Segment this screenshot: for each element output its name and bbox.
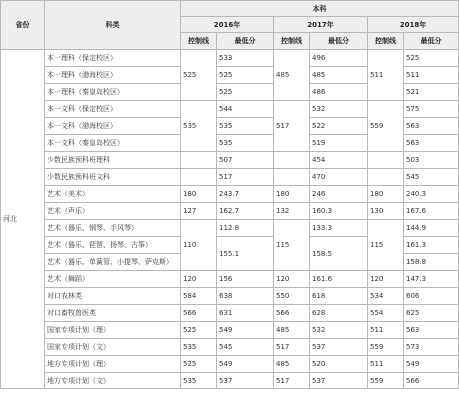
header-year-2017: 2017年 bbox=[274, 17, 368, 33]
province-cell: 河北 bbox=[1, 50, 45, 389]
control-line-cell: 535 bbox=[181, 339, 217, 356]
min-score-cell: 520 bbox=[310, 356, 368, 373]
min-score-cell: 158.5 bbox=[310, 237, 368, 271]
control-line-cell: 115 bbox=[368, 220, 404, 271]
min-score-cell: 155.1 bbox=[217, 237, 274, 271]
min-score-cell: 240.3 bbox=[404, 186, 459, 203]
table-row bbox=[1, 305, 459, 322]
control-line-cell: 525 bbox=[181, 322, 217, 339]
header-control-line: 控制线 bbox=[181, 33, 217, 50]
subject-cell: 本一文科（渤海校区） bbox=[45, 118, 181, 135]
table-row bbox=[1, 203, 459, 220]
min-score-cell: 537 bbox=[310, 339, 368, 356]
header-year-2018: 2018年 bbox=[368, 17, 459, 33]
min-score-cell: 503 bbox=[404, 152, 459, 169]
subject-cell: 少数民族预科班理科 bbox=[45, 152, 181, 169]
subject-cell: 少数民族预科班文科 bbox=[45, 169, 181, 186]
table-row bbox=[1, 373, 459, 389]
min-score-cell: 507 bbox=[217, 152, 274, 169]
control-line-cell: 511 bbox=[368, 322, 404, 339]
min-score-cell: 485 bbox=[310, 67, 368, 84]
control-line-cell: 132 bbox=[274, 203, 310, 220]
control-line-cell: 115 bbox=[274, 220, 310, 271]
min-score-cell: 549 bbox=[217, 322, 274, 339]
min-score-cell: 544 bbox=[217, 101, 274, 118]
subject-cell: 国家专项计划（文） bbox=[45, 339, 181, 356]
control-line-cell: 120 bbox=[274, 271, 310, 288]
min-score-cell: 535 bbox=[217, 135, 274, 152]
subject-cell: 对口畜牧兽医类 bbox=[45, 305, 181, 322]
control-line-cell: 120 bbox=[368, 271, 404, 288]
control-line-cell bbox=[274, 169, 310, 186]
control-line-cell: 180 bbox=[274, 186, 310, 203]
min-score-cell: 517 bbox=[217, 169, 274, 186]
min-score-cell: 496 bbox=[310, 50, 368, 67]
min-score-cell: 545 bbox=[217, 339, 274, 356]
header-control-line: 控制线 bbox=[274, 33, 310, 50]
min-score-cell: 161.6 bbox=[310, 271, 368, 288]
min-score-cell: 628 bbox=[310, 305, 368, 322]
control-line-cell bbox=[368, 169, 404, 186]
control-line-cell: 127 bbox=[181, 203, 217, 220]
control-line-cell: 559 bbox=[368, 339, 404, 356]
min-score-cell: 618 bbox=[310, 288, 368, 305]
control-line-cell bbox=[181, 169, 217, 186]
min-score-cell: 563 bbox=[404, 118, 459, 135]
min-score-cell: 147.3 bbox=[404, 271, 459, 288]
min-score-cell: 563 bbox=[404, 135, 459, 152]
control-line-cell: 517 bbox=[274, 373, 310, 389]
min-score-cell: 521 bbox=[404, 84, 459, 101]
table-row bbox=[1, 50, 459, 67]
min-score-cell: 549 bbox=[404, 356, 459, 373]
min-score-cell: 532 bbox=[310, 322, 368, 339]
min-score-cell: 162.7 bbox=[217, 203, 274, 220]
control-line-cell: 566 bbox=[274, 305, 310, 322]
control-line-cell: 180 bbox=[368, 186, 404, 203]
subject-cell: 地方专项计划（理） bbox=[45, 356, 181, 373]
min-score-cell: 535 bbox=[217, 118, 274, 135]
min-score-cell: 525 bbox=[217, 84, 274, 101]
control-line-cell: 525 bbox=[181, 356, 217, 373]
min-score-cell: 575 bbox=[404, 101, 459, 118]
min-score-cell: 532 bbox=[310, 101, 368, 118]
subject-cell: 艺术（舞蹈） bbox=[45, 271, 181, 288]
control-line-cell: 517 bbox=[274, 101, 310, 152]
min-score-cell: 525 bbox=[404, 50, 459, 67]
control-line-cell: 511 bbox=[368, 356, 404, 373]
min-score-cell: 486 bbox=[310, 84, 368, 101]
min-score-cell: 606 bbox=[404, 288, 459, 305]
subject-cell: 艺术（器乐、钢琴、手风琴） bbox=[45, 220, 181, 237]
control-line-cell: 485 bbox=[274, 356, 310, 373]
min-score-cell: 537 bbox=[217, 373, 274, 389]
header-min-score: 最低分 bbox=[217, 33, 274, 50]
min-score-cell: 522 bbox=[310, 118, 368, 135]
min-score-cell: 625 bbox=[404, 305, 459, 322]
control-line-cell: 550 bbox=[274, 288, 310, 305]
control-line-cell: 584 bbox=[181, 288, 217, 305]
header-level: 本科 bbox=[181, 1, 459, 17]
control-line-cell: 554 bbox=[368, 305, 404, 322]
min-score-cell: 167.6 bbox=[404, 203, 459, 220]
min-score-cell: 246 bbox=[310, 186, 368, 203]
min-score-cell: 549 bbox=[217, 356, 274, 373]
subject-cell: 国家专项计划（理） bbox=[45, 322, 181, 339]
min-score-cell: 631 bbox=[217, 305, 274, 322]
min-score-cell: 161.3 bbox=[404, 237, 459, 254]
min-score-cell: 519 bbox=[310, 135, 368, 152]
subject-cell: 本一文科（秦皇岛校区） bbox=[45, 135, 181, 152]
min-score-cell: 511 bbox=[404, 67, 459, 84]
min-score-cell: 156 bbox=[217, 271, 274, 288]
header-min-score: 最低分 bbox=[310, 33, 368, 50]
min-score-cell: 133.3 bbox=[310, 220, 368, 237]
control-line-cell: 534 bbox=[368, 288, 404, 305]
min-score-cell: 573 bbox=[404, 339, 459, 356]
subject-cell: 本一文科（保定校区） bbox=[45, 101, 181, 118]
table-row bbox=[1, 220, 459, 237]
control-line-cell: 120 bbox=[181, 271, 217, 288]
control-line-cell bbox=[181, 152, 217, 169]
table-row bbox=[1, 356, 459, 373]
header-min-score: 最低分 bbox=[404, 33, 459, 50]
subject-cell: 艺术（声乐） bbox=[45, 203, 181, 220]
header-subject: 科类 bbox=[45, 1, 181, 50]
header-year-2016: 2016年 bbox=[181, 17, 274, 33]
table-row bbox=[1, 186, 459, 203]
subject-cell: 本一理科（渤海校区） bbox=[45, 67, 181, 84]
control-line-cell: 485 bbox=[274, 322, 310, 339]
table-row bbox=[1, 152, 459, 169]
subject-cell: 艺术（器乐、单簧管、小提琴、萨克斯） bbox=[45, 254, 181, 271]
subject-cell: 对口农林类 bbox=[45, 288, 181, 305]
control-line-cell: 535 bbox=[181, 101, 217, 152]
control-line-cell: 517 bbox=[274, 339, 310, 356]
min-score-cell: 563 bbox=[404, 322, 459, 339]
control-line-cell: 130 bbox=[368, 203, 404, 220]
min-score-cell: 470 bbox=[310, 169, 368, 186]
control-line-cell: 180 bbox=[181, 186, 217, 203]
control-line-cell: 110 bbox=[181, 220, 217, 271]
subject-cell: 艺术（器乐、琵琶、扬琴、古筝） bbox=[45, 237, 181, 254]
table-row bbox=[1, 339, 459, 356]
control-line-cell bbox=[368, 152, 404, 169]
header-province: 省份 bbox=[1, 1, 45, 50]
min-score-cell: 525 bbox=[217, 67, 274, 84]
control-line-cell bbox=[274, 152, 310, 169]
table-row bbox=[1, 288, 459, 305]
control-line-cell: 511 bbox=[368, 50, 404, 101]
table-row bbox=[1, 101, 459, 118]
min-score-cell: 533 bbox=[217, 50, 274, 67]
control-line-cell: 559 bbox=[368, 101, 404, 152]
control-line-cell: 485 bbox=[274, 50, 310, 101]
table-row bbox=[1, 322, 459, 339]
control-line-cell: 525 bbox=[181, 50, 217, 101]
control-line-cell: 535 bbox=[181, 373, 217, 389]
min-score-cell: 566 bbox=[404, 373, 459, 389]
header-control-line: 控制线 bbox=[368, 33, 404, 50]
subject-cell: 地方专项计划（文） bbox=[45, 373, 181, 389]
subject-cell: 本一理科（保定校区） bbox=[45, 50, 181, 67]
min-score-cell: 112.8 bbox=[217, 220, 274, 237]
table-row bbox=[1, 169, 459, 186]
min-score-cell: 454 bbox=[310, 152, 368, 169]
table-row bbox=[1, 271, 459, 288]
min-score-cell: 158.8 bbox=[404, 254, 459, 271]
subject-cell: 艺术（美术） bbox=[45, 186, 181, 203]
min-score-cell: 545 bbox=[404, 169, 459, 186]
min-score-cell: 638 bbox=[217, 288, 274, 305]
min-score-cell: 537 bbox=[310, 373, 368, 389]
min-score-cell: 243.7 bbox=[217, 186, 274, 203]
min-score-cell: 160.3 bbox=[310, 203, 368, 220]
min-score-cell: 144.9 bbox=[404, 220, 459, 237]
subject-cell: 本一理科（秦皇岛校区） bbox=[45, 84, 181, 101]
control-line-cell: 566 bbox=[181, 305, 217, 322]
control-line-cell: 559 bbox=[368, 373, 404, 389]
